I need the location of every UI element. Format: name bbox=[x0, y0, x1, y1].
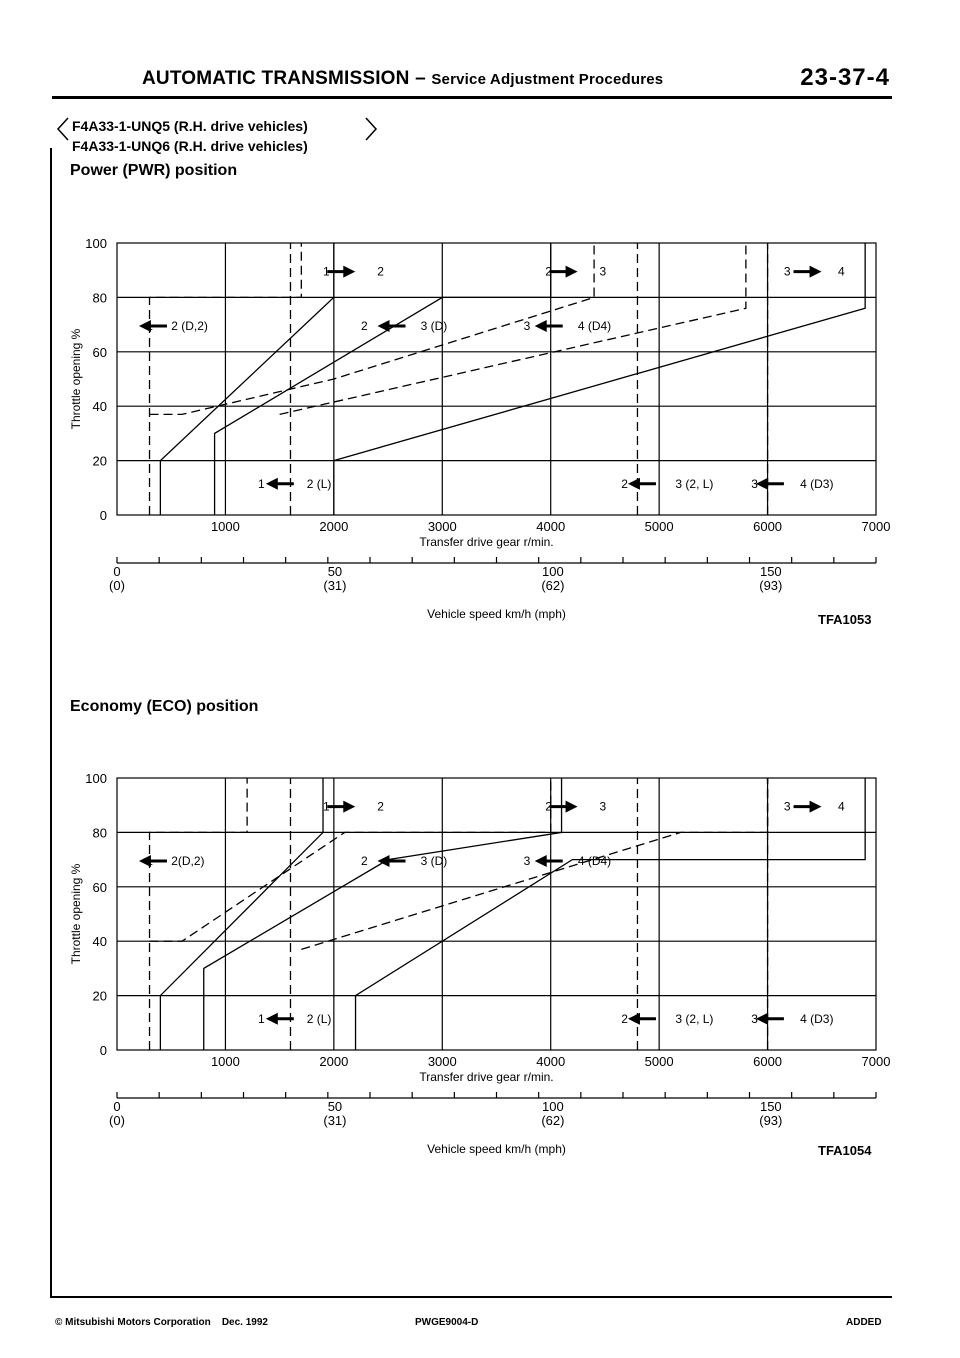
x-axis-label: Transfer drive gear r/min. bbox=[419, 1070, 554, 1084]
footer-copyright bbox=[55, 1317, 268, 1328]
speed-tick-mph: (62) bbox=[541, 578, 565, 593]
speed-tick-mph: (31) bbox=[323, 578, 347, 593]
shift-line-1-2 bbox=[160, 243, 333, 515]
shift-line-3-4 bbox=[334, 243, 865, 515]
shift-label: 3 bbox=[751, 476, 758, 491]
shift-line-3-4 bbox=[356, 778, 866, 1050]
shift-label: 2 bbox=[545, 264, 552, 279]
speed-tick-label: 150 bbox=[759, 564, 782, 579]
x-tick-label: 3000 bbox=[427, 519, 457, 534]
chart-2-title: Economy (ECO) position bbox=[70, 698, 259, 715]
shift-label: 4 bbox=[838, 264, 845, 279]
speed-tick-label: 0 bbox=[113, 564, 121, 579]
footer-rule bbox=[52, 1296, 892, 1298]
speed-axis-label: Vehicle speed km/h (mph) bbox=[427, 1142, 566, 1156]
y-tick-label: 60 bbox=[92, 344, 107, 360]
y-tick-label: 100 bbox=[85, 236, 107, 251]
shift-label: 2 bbox=[360, 854, 368, 869]
footer-code: PWGE9004-D bbox=[415, 1317, 479, 1328]
y-tick-label: 80 bbox=[92, 825, 107, 841]
header-rule bbox=[52, 96, 892, 99]
x-tick-label: 2000 bbox=[319, 1054, 349, 1069]
shift-arrow-head bbox=[343, 266, 355, 278]
shift-label: 1 bbox=[323, 799, 330, 814]
x-tick-label: 3000 bbox=[427, 1054, 457, 1069]
speed-tick-label: 100 bbox=[542, 564, 564, 579]
shift-label: 3 bbox=[783, 264, 791, 279]
speed-tick-mph: (93) bbox=[759, 578, 783, 593]
y-tick-label: 0 bbox=[99, 508, 107, 523]
shift-label: 3 (D) bbox=[420, 854, 448, 869]
shift-label: 3 bbox=[751, 1011, 758, 1026]
figure-ref-1: TFA1053 bbox=[818, 612, 872, 627]
x-axis-label: Transfer drive gear r/min. bbox=[419, 535, 554, 549]
shift-line-2-3 bbox=[215, 243, 551, 515]
shift-arrow-head bbox=[810, 801, 822, 813]
y-tick-label: 20 bbox=[92, 988, 107, 1004]
y-tick-label: 80 bbox=[92, 290, 107, 306]
shift-label: 2 (L) bbox=[306, 1011, 332, 1026]
speed-tick-label: 150 bbox=[759, 1099, 782, 1114]
shift-label: 1 bbox=[146, 319, 153, 334]
shift-label: 3 bbox=[599, 799, 607, 814]
shift-label: 4 (D3) bbox=[800, 476, 834, 491]
shift-label: 1 bbox=[257, 1011, 265, 1026]
shift-label: 2 bbox=[621, 1011, 628, 1026]
header-title-text: AUTOMATIC TRANSMISSION bbox=[142, 68, 410, 89]
shift-label: 4 (D4) bbox=[577, 319, 612, 334]
x-tick-label: 7000 bbox=[861, 1054, 891, 1069]
page-number: 23-37-4 bbox=[800, 64, 890, 91]
shift-label: 3 (D) bbox=[420, 319, 448, 334]
x-tick-label: 5000 bbox=[644, 519, 674, 534]
shift-label: 2 (L) bbox=[306, 476, 332, 491]
speed-tick-label: 0 bbox=[113, 1099, 121, 1114]
y-tick-label: 0 bbox=[99, 1043, 107, 1058]
shift-label: 3 bbox=[783, 799, 791, 814]
y-tick-label: 40 bbox=[92, 399, 107, 415]
y-tick-label: 40 bbox=[92, 934, 107, 950]
y-tick-label: 60 bbox=[92, 879, 107, 895]
shift-label: 1 bbox=[146, 854, 153, 869]
shift-label: 4 (D4) bbox=[577, 854, 612, 869]
speed-tick-label: 50 bbox=[327, 1099, 343, 1114]
y-tick-label: 20 bbox=[92, 453, 107, 469]
y-axis-label: Throttle opening % bbox=[69, 328, 83, 430]
shift-arrow-head bbox=[377, 320, 389, 332]
shift-line-1-2 bbox=[160, 778, 323, 1050]
figure-ref-2: TFA1054 bbox=[818, 1143, 872, 1158]
model-line-1: F4A33-1-UNQ5 (R.H. drive vehicles) bbox=[72, 118, 308, 134]
shift-line-1-2-d-2 bbox=[150, 778, 248, 1050]
header-separator: – bbox=[415, 68, 426, 89]
shift-line-3-4-d4 bbox=[280, 243, 746, 414]
shift-label: 1 bbox=[323, 264, 330, 279]
header-subtitle: Service Adjustment Procedures bbox=[431, 71, 664, 88]
speed-tick-label: 50 bbox=[327, 564, 343, 579]
economy-shift-chart bbox=[0, 760, 960, 1160]
shift-arrow-head bbox=[535, 320, 547, 332]
chart-1-title: Power (PWR) position bbox=[70, 162, 238, 179]
shift-line-2-3 bbox=[204, 778, 562, 1050]
x-tick-label: 4000 bbox=[536, 1054, 566, 1069]
copyright-text: © Mitsubishi Motors Corporation bbox=[55, 1317, 211, 1328]
shift-arrow-head bbox=[343, 801, 355, 813]
x-tick-label: 4000 bbox=[536, 519, 566, 534]
shift-line-2-3-d bbox=[150, 778, 551, 941]
x-tick-label: 1000 bbox=[210, 519, 240, 534]
shift-label: 2(D,2) bbox=[171, 854, 205, 869]
shift-label: 4 bbox=[838, 799, 845, 814]
speed-tick-label: 100 bbox=[542, 1099, 564, 1114]
x-tick-label: 1000 bbox=[210, 1054, 240, 1069]
shift-label: 3 bbox=[599, 264, 607, 279]
power-shift-chart bbox=[0, 225, 960, 635]
shift-label: 2 bbox=[377, 799, 384, 814]
header-title bbox=[142, 68, 663, 90]
model-line-2: F4A33-1-UNQ6 (R.H. drive vehicles) bbox=[72, 138, 308, 154]
x-tick-label: 2000 bbox=[319, 519, 349, 534]
shift-line-3-4-d4 bbox=[301, 778, 767, 949]
shift-label: 2 (D,2) bbox=[171, 319, 208, 334]
speed-tick-mph: (62) bbox=[541, 1113, 565, 1128]
footer-status: ADDED bbox=[846, 1317, 882, 1328]
plot-frame bbox=[117, 778, 876, 1050]
x-tick-label: 5000 bbox=[644, 1054, 674, 1069]
shift-label: 2 bbox=[377, 264, 384, 279]
y-axis-label: Throttle opening % bbox=[69, 863, 83, 965]
shift-arrow-head bbox=[566, 801, 578, 813]
shift-label: 3 (2, L) bbox=[675, 1011, 714, 1026]
shift-label: 3 bbox=[523, 854, 531, 869]
shift-label: 4 (D3) bbox=[800, 1011, 834, 1026]
speed-axis-label: Vehicle speed km/h (mph) bbox=[427, 607, 566, 621]
shift-label: 2 bbox=[545, 799, 552, 814]
shift-label: 3 bbox=[523, 319, 531, 334]
speed-tick-mph: (0) bbox=[109, 1113, 125, 1128]
speed-tick-mph: (0) bbox=[109, 578, 125, 593]
speed-tick-mph: (93) bbox=[759, 1113, 783, 1128]
shift-label: 2 bbox=[621, 476, 628, 491]
shift-label: 3 (2, L) bbox=[675, 476, 714, 491]
shift-arrow-head bbox=[566, 266, 578, 278]
footer-date: Dec. 1992 bbox=[221, 1317, 268, 1328]
shift-arrow-head bbox=[266, 1013, 278, 1025]
shift-label: 2 bbox=[360, 319, 368, 334]
speed-tick-mph: (31) bbox=[323, 1113, 347, 1128]
y-tick-label: 100 bbox=[85, 771, 107, 786]
shift-arrow-head bbox=[266, 478, 278, 490]
shift-arrow-head bbox=[535, 855, 547, 867]
shift-arrow-head bbox=[628, 1013, 640, 1025]
x-tick-label: 6000 bbox=[753, 1054, 783, 1069]
shift-arrow-head bbox=[628, 478, 640, 490]
shift-label: 1 bbox=[257, 476, 265, 491]
x-tick-label: 6000 bbox=[753, 519, 783, 534]
plot-frame bbox=[117, 243, 876, 515]
x-tick-label: 7000 bbox=[861, 519, 891, 534]
shift-arrow-head bbox=[810, 266, 822, 278]
